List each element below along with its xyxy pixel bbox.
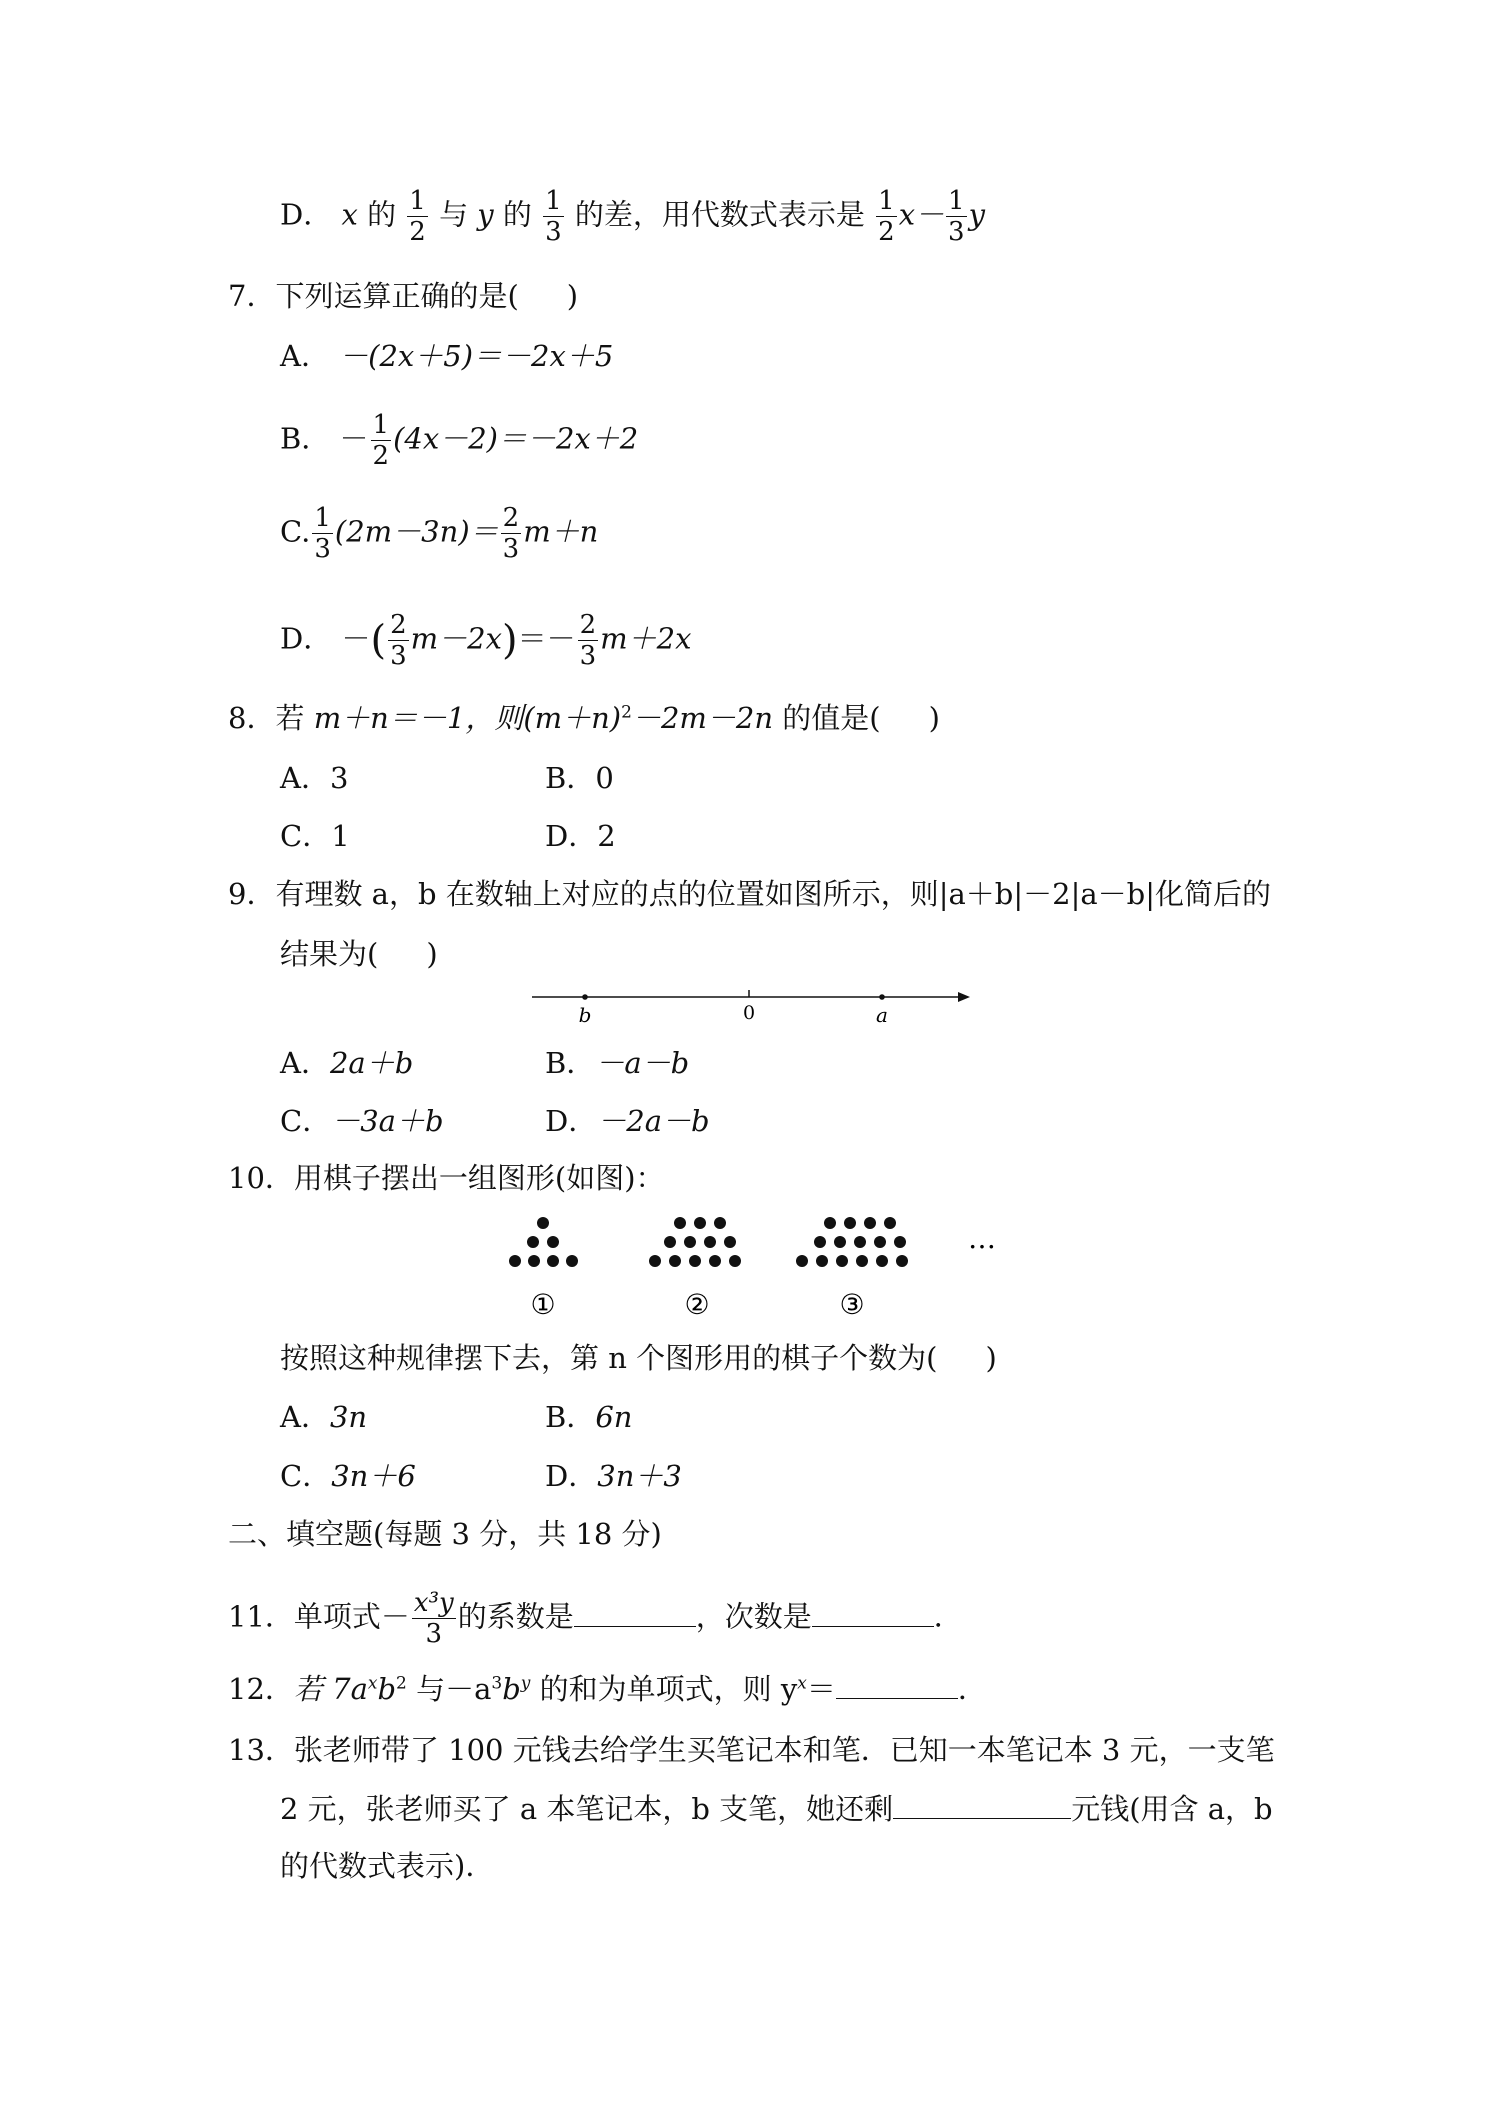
numerator: x³y xyxy=(413,1588,454,1618)
fraction xyxy=(371,412,392,469)
question-expression: b xyxy=(377,1672,397,1706)
option-label: A． xyxy=(280,339,330,373)
option-label: A． xyxy=(280,761,330,795)
fraction xyxy=(312,505,333,562)
option-value: －3a＋b xyxy=(331,1104,444,1138)
option-label: D． xyxy=(545,819,598,853)
exponent: 2 xyxy=(621,702,632,723)
q9-option-a xyxy=(280,1045,413,1081)
numerator: 2 xyxy=(579,610,597,640)
q8-option-a xyxy=(280,760,348,796)
option-value: －a－b xyxy=(595,1046,690,1080)
exponent: x xyxy=(797,1673,807,1694)
numerator: 2 xyxy=(390,610,407,640)
paren-close: ) xyxy=(566,279,579,313)
q10-option-b xyxy=(545,1399,632,1435)
question-number: 11． xyxy=(228,1599,294,1634)
question-text: 有理数 a，b 在数轴上对应的点的位置如图所示，则|a＋b|－2|a－b|化简后的 xyxy=(275,877,1271,911)
question-expression: 与－a xyxy=(416,1672,492,1706)
q8-option-c xyxy=(280,818,350,854)
q9-option-c xyxy=(280,1103,444,1139)
denominator: 3 xyxy=(314,534,331,564)
denominator: 3 xyxy=(579,641,597,671)
ellipsis: … xyxy=(968,1222,996,1255)
question-13-line1 xyxy=(228,1732,1275,1768)
option-expression: m＋n xyxy=(523,514,599,549)
option-label: D． xyxy=(280,197,333,232)
bracket-right: ) xyxy=(501,617,518,664)
question-text: 的和为单项式，则 y xyxy=(539,1672,798,1706)
denominator: 2 xyxy=(372,441,390,471)
denominator: 3 xyxy=(948,217,965,247)
option-expression: －(2x＋5)＝－2x＋5 xyxy=(339,339,614,373)
option-label: C． xyxy=(280,1459,332,1493)
question-text: 的系数是 xyxy=(457,1599,574,1634)
question-text: 用棋子摆出一组图形(如图)： xyxy=(293,1161,665,1195)
paren-close: ) xyxy=(928,701,940,735)
option-label: C． xyxy=(280,1104,332,1138)
numerator: 2 xyxy=(502,503,520,533)
question-9-stem-line2 xyxy=(280,936,438,972)
pattern-2 xyxy=(649,1217,741,1267)
question-number: 8． xyxy=(228,701,276,735)
question-text: 2 元，张老师买了 a 本笔记本，b 支笔，她还剩 xyxy=(280,1792,894,1826)
option-label: B． xyxy=(545,1400,596,1434)
fraction xyxy=(578,612,599,669)
fraction xyxy=(543,188,564,245)
q7-option-c xyxy=(280,505,598,562)
option-label: C. xyxy=(280,514,311,549)
denominator: 3 xyxy=(425,1619,443,1649)
variable: x xyxy=(341,197,358,232)
fraction xyxy=(876,188,897,245)
option-value: 2 xyxy=(597,819,616,853)
axis-arrow xyxy=(958,992,970,1002)
sign: － xyxy=(341,621,371,656)
denominator: 3 xyxy=(390,641,407,671)
question-11 xyxy=(228,1590,963,1647)
option-label: A． xyxy=(280,1046,330,1080)
exponent: x xyxy=(367,1673,378,1694)
equals: ＝ xyxy=(806,1672,836,1706)
option-label: B． xyxy=(280,421,331,456)
question-7-stem xyxy=(228,278,578,314)
option-label: B． xyxy=(545,1046,596,1080)
answer-blank[interactable] xyxy=(836,1670,958,1699)
fraction xyxy=(501,505,522,562)
option-expression: (2m－3n)＝ xyxy=(334,514,499,549)
q7-option-d xyxy=(280,612,691,669)
question-9-stem xyxy=(228,876,1271,912)
fraction xyxy=(412,1590,456,1647)
question-text: 的代数式表示)． xyxy=(280,1849,495,1883)
question-number: 7． xyxy=(228,279,276,313)
question-number: 10． xyxy=(228,1161,294,1195)
option-value: 6n xyxy=(595,1400,633,1434)
question-text: 按照这种规律摆下去，第 n 个图形用的棋子个数为( xyxy=(280,1341,938,1375)
question-number: 9． xyxy=(228,877,276,911)
option-value: 3n xyxy=(329,1400,368,1434)
numerator: 1 xyxy=(314,503,331,533)
point-b xyxy=(582,994,588,1000)
text: 的差，用代数式表示是 xyxy=(574,197,865,232)
q8-option-d xyxy=(545,818,616,854)
question-number: 12． xyxy=(228,1672,294,1706)
question-text: 单项式－ xyxy=(293,1599,410,1634)
variable: y xyxy=(477,197,494,232)
option-label: D． xyxy=(545,1459,598,1493)
question-text: 结果为( xyxy=(280,937,379,971)
question-text: ，次数是 xyxy=(695,1599,812,1634)
question-expression: 若 7a xyxy=(293,1672,368,1706)
label-b: b xyxy=(578,1003,592,1027)
question-text: 的值是( xyxy=(782,701,881,735)
figure-label-1: ① xyxy=(530,1288,556,1321)
option-expression: m＋2x xyxy=(600,621,692,656)
equals: ＝－ xyxy=(517,621,576,656)
exponent: 2 xyxy=(396,1673,407,1694)
paren-close: ) xyxy=(985,1341,997,1375)
variable: y xyxy=(968,197,985,232)
q8-option-b xyxy=(545,760,614,796)
figure-label-2: ② xyxy=(684,1288,710,1321)
question-8-stem xyxy=(228,700,940,736)
denominator: 2 xyxy=(878,217,895,247)
option-value: －2a－b xyxy=(597,1104,710,1138)
option-value: 1 xyxy=(331,819,350,853)
option-value: 0 xyxy=(595,761,614,795)
option-label: D． xyxy=(545,1104,598,1138)
q7-option-b xyxy=(280,412,638,469)
question-10-stem-line2 xyxy=(280,1340,997,1376)
text: 的 xyxy=(502,197,532,232)
answer-blank-degree[interactable] xyxy=(812,1598,934,1627)
exponent: y xyxy=(520,1673,531,1694)
question-text: 若 xyxy=(275,701,305,735)
fraction xyxy=(388,612,409,669)
paren-close: ) xyxy=(426,937,438,971)
question-text: ． xyxy=(957,1672,987,1706)
numerator: 1 xyxy=(878,186,895,216)
text: 的 xyxy=(367,197,397,232)
option-label: B． xyxy=(545,761,596,795)
question-expression: －2m－2n xyxy=(631,701,774,735)
label-zero: 0 xyxy=(742,1002,756,1024)
denominator: 2 xyxy=(409,217,426,247)
option-expression: m－2x xyxy=(410,621,502,656)
question-13-line2 xyxy=(280,1790,1273,1827)
option-value: 2a＋b xyxy=(329,1046,414,1080)
question-12 xyxy=(228,1670,987,1707)
bracket-left: ( xyxy=(370,617,387,664)
q10-option-a xyxy=(280,1399,367,1435)
expression: x－ xyxy=(898,197,945,232)
question-expression: b xyxy=(502,1672,521,1706)
q9-option-d xyxy=(545,1103,710,1139)
option-expression: (4x－2)＝－2x＋2 xyxy=(393,421,639,456)
figure-label-3: ③ xyxy=(839,1288,865,1321)
denominator: 3 xyxy=(502,534,520,564)
question-10-stem xyxy=(228,1160,665,1196)
question-text: 元钱(用含 a，b xyxy=(1071,1792,1273,1826)
pattern-3 xyxy=(796,1217,908,1267)
q10-option-c xyxy=(280,1458,416,1494)
option-value: 3n＋6 xyxy=(331,1459,416,1493)
numerator: 1 xyxy=(545,186,562,216)
answer-blank[interactable] xyxy=(893,1790,1071,1819)
option-label: D． xyxy=(280,621,333,656)
text: 与 xyxy=(439,197,469,232)
q10-option-d xyxy=(545,1458,682,1494)
question-number: 13． xyxy=(228,1733,294,1767)
numerator: 1 xyxy=(948,186,965,216)
q6-option-d xyxy=(280,188,985,245)
option-label: A． xyxy=(280,1400,330,1434)
chess-pattern-figure xyxy=(500,1210,1010,1325)
question-13-line3 xyxy=(280,1848,494,1884)
section-title: 二、填空题(每题 3 分，共 18 分) xyxy=(228,1517,662,1551)
numerator: 1 xyxy=(409,186,426,216)
q9-option-b xyxy=(545,1045,689,1081)
exponent: 3 xyxy=(491,1673,503,1694)
fraction xyxy=(946,188,967,245)
point-a xyxy=(879,994,885,1000)
fraction xyxy=(407,188,428,245)
pattern-1 xyxy=(509,1217,578,1267)
sign: － xyxy=(339,421,369,456)
question-text: ． xyxy=(933,1599,963,1634)
answer-blank-coefficient[interactable] xyxy=(574,1598,696,1627)
option-value: 3n＋3 xyxy=(597,1459,682,1493)
denominator: 3 xyxy=(545,217,562,247)
number-line xyxy=(530,985,970,1035)
option-value: 3 xyxy=(329,761,349,795)
label-a: a xyxy=(876,1003,888,1027)
numerator: 1 xyxy=(372,410,390,440)
section-2-title xyxy=(228,1516,662,1552)
question-expression: m＋n＝－1，则(m＋n) xyxy=(313,701,622,735)
question-text: 张老师带了 100 元钱去给学生买笔记本和笔．已知一本笔记本 3 元，一支笔 xyxy=(293,1733,1275,1767)
question-text: 下列运算正确的是( xyxy=(275,279,519,313)
q7-option-a xyxy=(280,338,613,374)
option-label: C． xyxy=(280,819,332,853)
